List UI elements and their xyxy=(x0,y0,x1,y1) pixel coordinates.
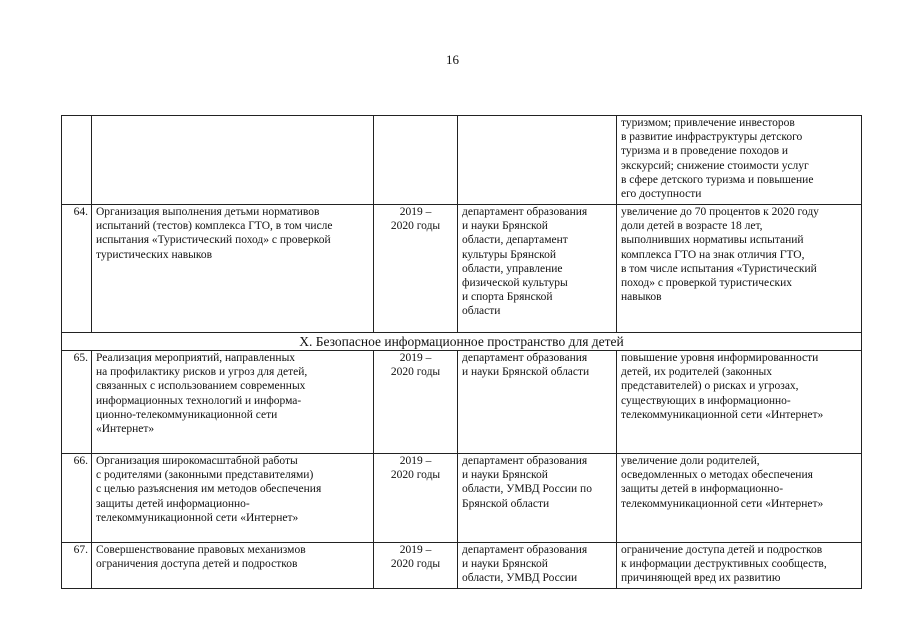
responsible-cell xyxy=(458,116,617,205)
row-result: повышение уровня информированности детей, их родителей (законных представителей) о рисках и угрозах, существующих в информационно- телекоммуникационной сети «Интернет» xyxy=(617,351,862,454)
table-row xyxy=(62,351,862,454)
row-number: 64. xyxy=(62,205,92,333)
row-responsible: департамент образования и науки Брянской области xyxy=(458,351,617,454)
term-cell xyxy=(374,116,458,205)
row-result: увеличение доли родителей, осведомленных о методах обеспечения защиты детей в информационно- телекоммуникационной сети «Интернет» xyxy=(617,454,862,543)
row-activity: Реализация мероприятий, направленных на профилактику рисков и угроз для детей, связанных с использованием современных информационных технологий и информа- ционно-телекоммуникационной сети «Интернет» xyxy=(92,351,374,454)
row-activity: Организация широкомасштабной работы с родителями (законными представителями) с целью разъяснения им методов обеспечения защиты детей информационно- телекоммуникационной сети «Интернет» xyxy=(92,454,374,543)
row-responsible: департамент образования и науки Брянской области, УМВД России xyxy=(458,543,617,589)
row-term: 2019 – 2020 годы xyxy=(374,454,458,543)
row-responsible: департамент образования и науки Брянской области, УМВД России по Брянской области xyxy=(458,454,617,543)
result-cell: туризмом; привлечение инвесторов в развитие инфраструктуры детского туризма и в проведение походов и экскурсий; снижение стоимости услуг в сфере детского туризма и повышение его доступности xyxy=(617,116,862,205)
plan-table xyxy=(61,115,862,589)
row-term: 2019 – 2020 годы xyxy=(374,351,458,454)
row-result: увеличение до 70 процентов к 2020 году доли детей в возрасте 18 лет, выполнивших нормативы испытаний комплекса ГТО на знак отличия ГТО, в том числе испытания «Туристический поход» с проверкой туристических навыков xyxy=(617,205,862,333)
table-row-continuation xyxy=(62,116,862,205)
table-row xyxy=(62,454,862,543)
row-activity: Организация выполнения детьми нормативов испытаний (тестов) комплекса ГТО, в том числе испытания «Туристический поход» с проверкой туристических навыков xyxy=(92,205,374,333)
row-term: 2019 – 2020 годы xyxy=(374,543,458,589)
row-number: 65. xyxy=(62,351,92,454)
row-result: ограничение доступа детей и подростков к информации деструктивных сообществ, причиняющей вред их развитию xyxy=(617,543,862,589)
activity-cell xyxy=(92,116,374,205)
table-row xyxy=(62,205,862,333)
row-responsible: департамент образования и науки Брянской области, департамент культуры Брянской области, управление физической культуры и спорта Брянской области xyxy=(458,205,617,333)
row-number: 66. xyxy=(62,454,92,543)
row-number: 67. xyxy=(62,543,92,589)
row-activity: Совершенствование правовых механизмов ограничения доступа детей и подростков xyxy=(92,543,374,589)
num-cell xyxy=(62,116,92,205)
row-term: 2019 – 2020 годы xyxy=(374,205,458,333)
section-header-row xyxy=(62,333,862,351)
section-title: X. Безопасное информационное пространство для детей xyxy=(62,333,862,351)
page-number: 16 xyxy=(446,52,459,67)
table-row xyxy=(62,543,862,589)
